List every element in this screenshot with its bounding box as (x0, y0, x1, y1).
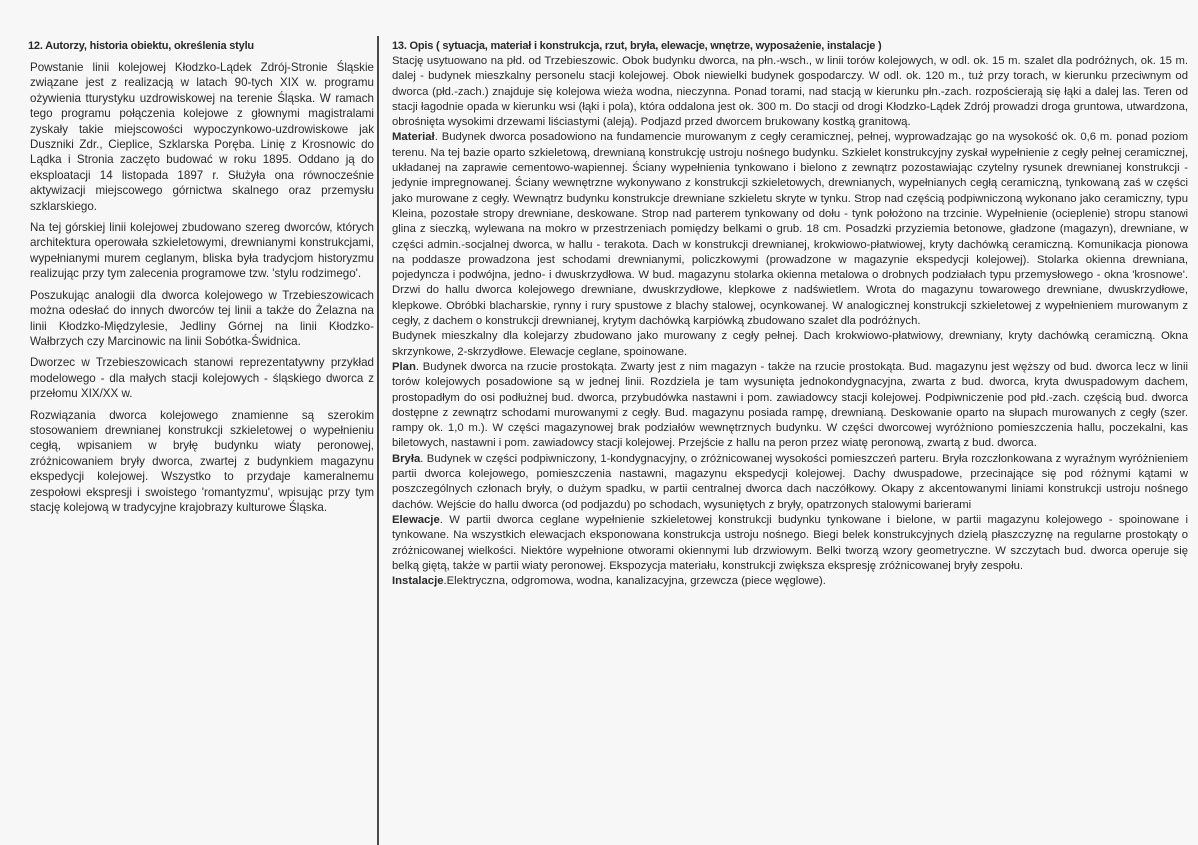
material-paragraph (388, 130, 1188, 329)
instalacje-text: .Elektryczna, odgromowa, wodna, kanalizacyjna, grzewcza (piece węglowe). (443, 575, 826, 588)
situation-paragraph: Stację usytuowano na płd. od Trzebieszowic. Obok budynku dworca, na płn.-wsch., w linii torów kolejowych, w odl. ok. 15 m. szalet dla podróżnych, ok. 15 m. dalej - budynek mieszkalny personelu stacji kolejowej. Obok niewielki budynek gospodarczy. W odl. ok. 120 m., tuż przy torach, w kierunku przeciwnym od dworca (płd.-zach.) znajduje się kolejowa wieża wodna, nieczynna. Ponad torami, nad stacją w kierunku płn.-zach. rozpościerają się łąki a dalej las. Teren od stacji łagodnie opada w kierunku wsi (łąki i pola), która oddalona jest ok. 300 m. Do stacji od drogi Kłodzko-Lądek Zdrój prowadzi droga gruntowa, utwardzona, obrośnięta wysokimi drzewami liściastymi (aleją). Podjazd przed dworcem brukowany kostką granitową. (392, 55, 1188, 129)
bryla-paragraph (388, 452, 1188, 513)
plan-paragraph (388, 360, 1188, 452)
history-paragraph-1: Powstanie linii kolejowej Kłodzko-Lądek Zdrój-Stronie Śląskie związane jest z realizacją w latach 90-tych XIX w. programu ożywienia tturystyku uzdrowiskowej na terenie Śląska. W ramach tego programu połączenia kolejowe z głownymi magistralami zyskały takie miejscowości wypoczynkowo-uzdrowiskowe jak Duszniki Zdr., Cieplice, Szklarska Poręba. Linię z Krosnowic do Lądka i Stronia zaczęto budować w roku 1895. Oddano ją do eksploatacji 14 listopada 1897 r. Służyła ona równocześnie aktywizacji miejscowego górnictwa skalnego oraz przemysłu szklarskiego. (30, 61, 374, 213)
history-paragraph-3: Poszukując analogii dla dworca kolejowego w Trzebieszowicach można odesłać do innych dworców tej linii a także do Żelazna na linii Kłodzko-Międzylesie, Jedliny Górnej na linii Kłodzko-Wałbrzych czy Marcinowic na linii Sobótka-Świdnica. (30, 288, 374, 348)
right-column (388, 36, 1188, 841)
bryla-label: Bryła (392, 452, 421, 465)
material-text: . Budynek dworca posadowiono na fundamencie murowanym z cegły ceramicznej, pełnej, wyprowadzając go na wysokość ok. 0,6 m. ponad poziom terenu. Na tej bazie oparto szkieletową, drewnianą konstrukcję ustroju nośnego budynku. Szkielet konstrukcyjny zyskał wypełnienie z cegły pełnej ceramicznej, układanej na zaprawie cementowo-wapiennej. Ściany wypełnienia tynkowano i bielono z zewnątrz pozostawiając czytelny rysunek drewnianej konstrukcji - jedynie impregnowanej. Ściany wewnętrzne wykonywano z konstrukcji szkieletowych, drewnianych, wypełnianych cegłą ceramiczną, tynkowaną zaś w części jako murowane z cegły. Wewnątrz budynku konstrukcje drewniane szkieletu skryte w tynku. Strop nad częścią podpiwniczoną wykonano jako ceramiczny, typu Kleina, pozostałe stropy drewniane, deskowane. Strop nad parterem tynkowany od dołu - tynk położono na trzcinie. Wypełnienie (ocieplenie) stropu stanowi glina z sieczką, wylewana na mokro w przestrzeniach pomiędzy belkami o grub. 18 cm. Posadzki przyziemia betonowe, gładzone (magazyn), drewniane, w części admin.-socjalnej dworca, w hallu - terakota. Dach w konstrukcji drewnianej, krokwiowo-płatwiowej, kryty dachówką ceramiczną. Komunikacja pionowa na poddasze prowadzona jest schodami drewnianymi, policzkowymi (prowadzone w magazynie ekspedycji kolejowej). Stolarka okienna drewniana, pojedyncza i podwójna, jedno- i dwuskrzydłowa. W bud. magazynu stolarka okienna metalowa o drobnych podziałach typu przemysłowego - okna 'krosnowe'. Drzwi do hallu dworca kolejowego drewniane, dwuskrzydłowe, klepkowe z nadświetlem. Wrota do magazynu towarowego drewniane, dwuskrzydłowe, klepkowe. Obróbki blacharskie, rynny i rury spustowe z blachy stalowej, ocynkowanej. W analogicznej konstrukcji szkieletowej z wypełnieniem murowanym z cegły, z dachem o konstrukcji drewnianej, krytym dachówką karpiówką zbudowano szalet dla podróżnych. (392, 131, 1188, 328)
left-column (22, 36, 374, 841)
elewacje-paragraph (388, 513, 1188, 574)
plan-label: Plan (392, 360, 416, 373)
section-12-heading: 12. Autorzy, historia obiektu, określenia stylu (28, 40, 254, 52)
material-label: Materiał (392, 131, 435, 144)
plan-text: . Budynek dworca na rzucie prostokąta. Zwarty jest z nim magazyn - także na rzucie prostokąta. Bud. magazynu jest węższy od bud. dworca lecz w linii torów kolejowych posadowione są w jednej linii. Rozdziela je tam wysunięta jednokondygnacyjna, zwarta z bud. dworca, kryta dwuspadowym dachem, prostopadłym do osi podłużnej bud. dworca, przybudówka nastawni i pom. zawiadowcy stacji kolejowej. Podpiwniczenie pod płd.-zach. częścią bud. dworca dostępne z zewnątrz schodami murowanymi z cegły. Bud. magazynu posiada rampę, drewnianą. Deskowanie oparto na słupach murowanych z cegły (szer. rampy ok. 1,0 m.). W części magazynowej brak podziałów wewnętrznych budynku. W części dworcowej wyróżniono pomieszczenia hallu, poczekalni, kas biletowych, nastawni i pom. zawiadowcy stacji kolejowej. Przejście z hallu na peron przez wiatę peronową, zwartą z bud. dworca. (392, 360, 1188, 450)
history-paragraph-4: Dworzec w Trzebieszowicach stanowi reprezentatywny przykład modelowego - dla małych stacji kolejowych - śląskiego dworca z przełomu XIX/XX w. (30, 356, 374, 401)
bryla-text: . Budynek w części podpiwniczony, 1-kondygnacyjny, o zróżnicowanej wysokości pomieszczeń parteru. Bryła rozczłonkowana z wyraźnym wyróżnieniem partii dworca kolejowego, pomieszczenia nastawni, magazynu ekspedycji kolejowej. Dachy dwuspadowe, przecinające się pod różnymi kątami w poszczególnych członach bryły, o dużym spadku, w partii centralnej dworca dach naczółkowy. Okapy z akcentowanymi liniami konstrukcji ustroju nośnego dachów. Wejście do hallu dworca (od podjazdu) po schodach, wysuniętych z bryły, opatrzonych stalowymi barierami (392, 452, 1188, 511)
section-13-heading: 13. Opis ( sytuacja, materiał i konstrukcja, rzut, bryła, elewacje, wnętrze, wyposażenie, instalacje ) (392, 40, 882, 52)
instalacje-paragraph (388, 574, 1188, 589)
instalacje-label: Instalacje (392, 575, 444, 588)
history-paragraph-2: Na tej górskiej linii kolejowej zbudowano szereg dworców, których architektura operowała szkieletowymi, drewnianymi konstrukcjami, wypełnianymi murem ceglanym, bliska była tradycjom historyzmu realizując przy tym zalecenia programowe tzw. 'stylu rodzimego'. (30, 221, 374, 281)
elewacje-label: Elewacje (392, 513, 440, 526)
history-paragraph-5: Rozwiązania dworca kolejowego znamienne są szerokim stosowaniem drewnianej konstrukcji szkieletowej o wypełnieniu cegłą, wpisaniem w bryłę budynku wiaty peronowej, zróżnicowaniem bryły dworca, zwartej z budynkiem magazynu ekspedycji kolejowej. Wszystko to przydaje kameralnemu zespołowi ekspresji i swoistego 'romantyzmu', wpisując przy tym stację kolejową w tradycyjne krajobrazy kulturowe Śląska. (30, 408, 374, 514)
residential-building-paragraph: Budynek mieszkalny dla kolejarzy zbudowano jako murowany z cegły pełnej. Dach krokwiowo-płatwiowy, drewniany, kryty dachówką ceramiczną. Okna skrzynkowe, 2-skrzydłowe. Elewacje ceglane, spoinowane. (392, 330, 1188, 358)
elewacje-text: . W partii dworca ceglane wypełnienie szkieletowej konstrukcji budynku tynkowane i bielone, w partii magazynu kolejowego - spoinowane i tynkowane. Na wszystkich elewacjach eksponowana konstrukcja ustroju nośnego. Biegi belek konstrukcyjnych dzielą płaszczyznę na regularne prostokąty o zróżnicowanej wielkości. Niektóre wypełnione otworami okiennymi lub drzwiowym. Belki tworzą wzory geometryczne. W szczytach bud. dworca operuje się belką giętą, także w partii wiaty peronowej. Ekspozycja materiału, konstrukcji zwiększa ekspresję zróżnicowanej bryły zespołu. (392, 513, 1188, 572)
column-divider (377, 36, 379, 845)
